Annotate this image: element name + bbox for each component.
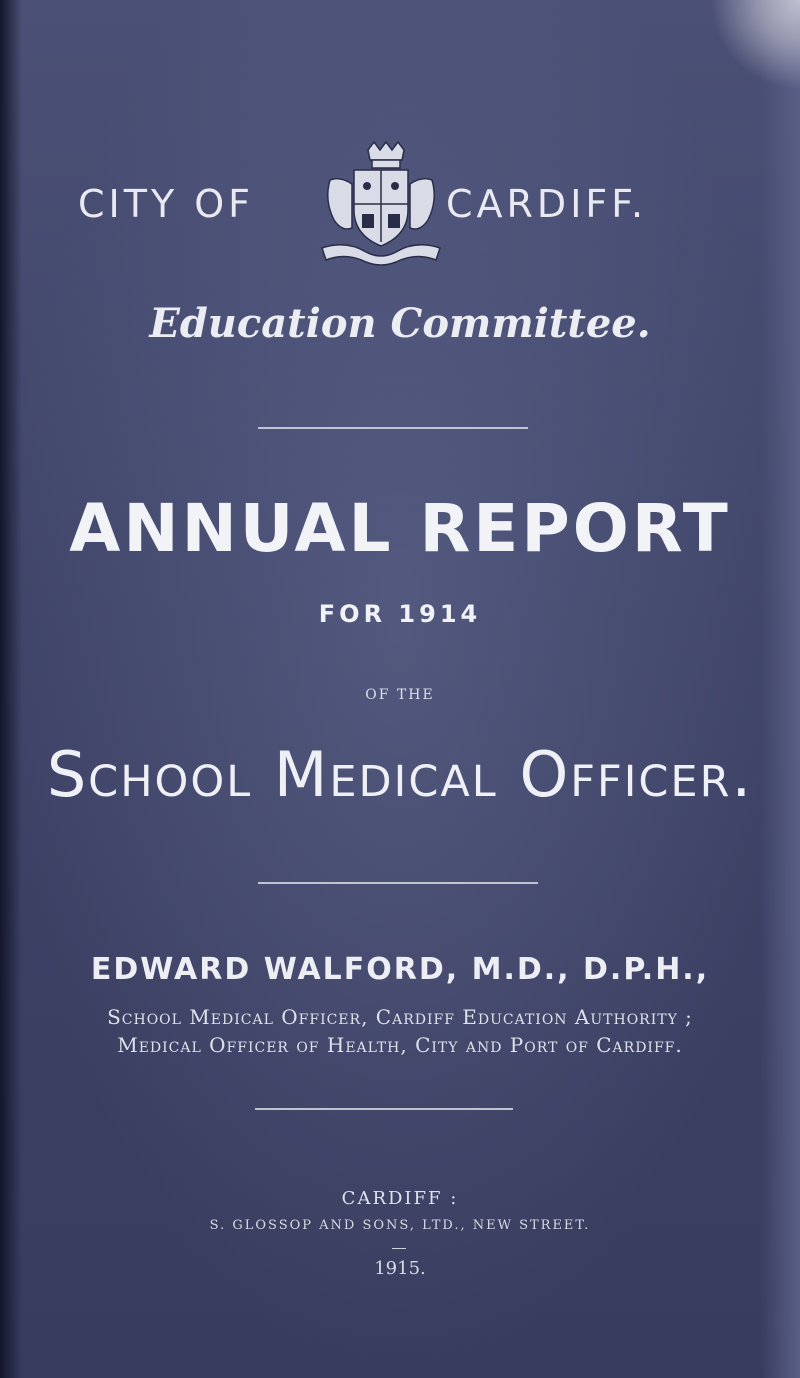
city-of-label: CITY OF [78, 182, 255, 226]
imprint-year: 1915. [374, 1258, 426, 1279]
author-role: School Medical Officer, Cardiff Education Authority ; [107, 1005, 693, 1029]
author-name: EDWARD WALFORD, M.D., D.P.H., [90, 952, 710, 987]
committee-heading: Education Committee. [149, 300, 651, 347]
of-the-label: OF THE [365, 687, 435, 703]
report-year: FOR 1914 [318, 600, 482, 628]
header [0, 140, 800, 270]
report-title: ANNUAL REPORT [69, 490, 731, 567]
officer-title: School Medical Officer. [46, 738, 754, 811]
coat-of-arms-icon [316, 140, 446, 270]
divider [258, 882, 538, 884]
divider [392, 1248, 406, 1249]
divider [255, 1108, 513, 1110]
imprint-printer: S. GLOSSOP AND SONS, LTD., NEW STREET. [209, 1218, 591, 1233]
cardiff-label: CARDIFF. [446, 182, 648, 226]
worn-corner [710, 0, 800, 90]
imprint-place: CARDIFF : [341, 1188, 459, 1209]
author-role: Medical Officer of Health, City and Port of Cardiff. [117, 1033, 683, 1057]
divider [258, 427, 528, 429]
